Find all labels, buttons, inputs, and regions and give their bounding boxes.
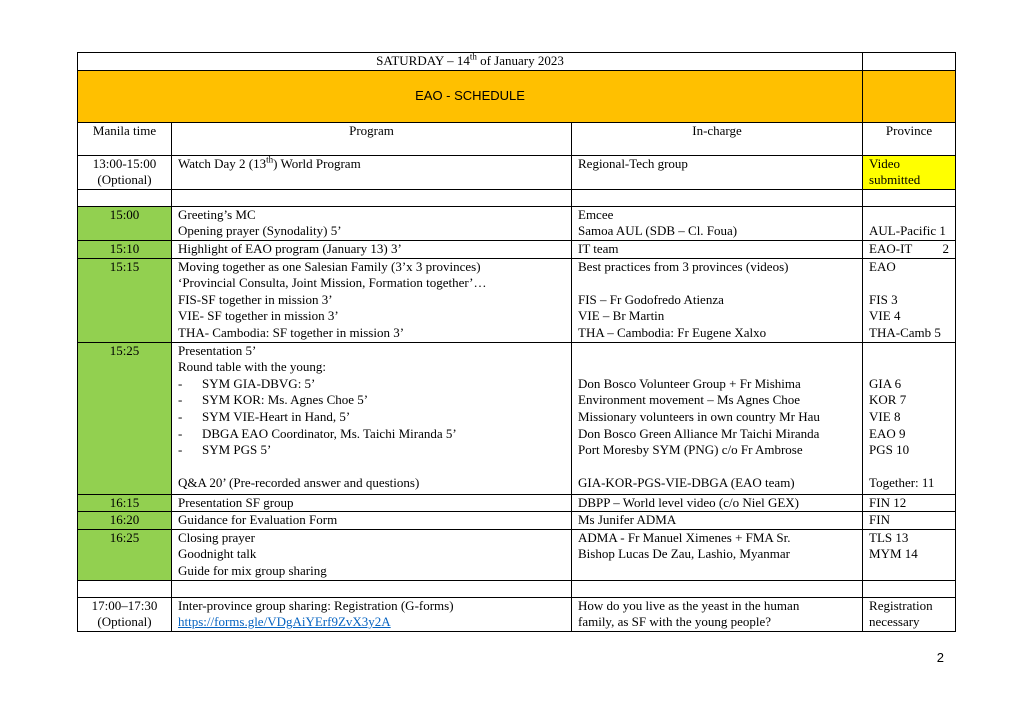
program-line: FIS-SF together in mission 3’	[178, 291, 333, 307]
program-cell	[172, 155, 572, 189]
program-line: Opening prayer (Synodality) 5’	[178, 223, 342, 239]
spacer-cell	[78, 189, 172, 206]
province-line: MYM 14	[869, 546, 918, 562]
spacer-cell	[863, 580, 956, 597]
spacer-cell	[572, 580, 863, 597]
bullet-item: - SYM VIE-Heart in Hand, 5’	[178, 408, 351, 424]
time-cell: 15:25	[78, 342, 172, 494]
header-row	[78, 122, 956, 155]
incharge-cell: Ms Junifer ADMA	[572, 512, 863, 530]
province-cell	[863, 258, 956, 342]
date-cell	[78, 53, 863, 71]
province-cell	[863, 342, 956, 494]
province-line: VIE 4	[869, 308, 901, 324]
bullet-item: - SYM KOR: Ms. Agnes Choe 5’	[178, 392, 369, 408]
province-line: TLS 13	[869, 529, 909, 545]
spacer-cell	[572, 189, 863, 206]
time: 17:00–17:30	[91, 597, 158, 613]
incharge-cell: Regional-Tech group	[572, 155, 863, 189]
incharge-line: FIS – Fr Godofredo Atienza	[578, 291, 724, 307]
program-line: THA- Cambodia: SF together in mission 3’	[178, 324, 405, 340]
program-line: Goodnight talk	[178, 546, 257, 562]
time-cell: 15:00	[78, 206, 172, 240]
col-header-incharge: In-charge	[572, 122, 863, 155]
col-header-province: Province	[863, 122, 956, 155]
time-cell	[78, 155, 172, 189]
date-sup: th	[469, 51, 477, 62]
schedule-table	[77, 52, 956, 632]
bullet-item: - SYM PGS 5’	[178, 442, 272, 458]
time: 13:00-15:00	[92, 155, 157, 171]
program-line: Moving together as one Salesian Family (3’x 3 provinces)	[178, 258, 481, 274]
province-cell	[863, 597, 956, 631]
bullet-text: SYM KOR: Ms. Agnes Choe 5’	[202, 392, 369, 408]
incharge-cell	[572, 529, 863, 580]
program-cell	[172, 529, 572, 580]
incharge-line: Samoa AUL (SDB – Cl. Foua)	[578, 223, 738, 239]
province-right: 2	[942, 240, 950, 256]
program-cell	[172, 258, 572, 342]
program-suffix: ) World Program	[273, 155, 361, 171]
incharge-line: Best practices from 3 provinces (videos)	[578, 258, 789, 274]
program-line: Guide for mix group sharing	[178, 562, 327, 578]
program-cell	[172, 206, 572, 240]
province-line: THA-Camb 5	[869, 324, 941, 340]
program-line: Closing prayer	[178, 529, 255, 545]
province-cell	[863, 240, 956, 258]
row-1300	[78, 155, 956, 189]
time-cell: 16:15	[78, 494, 172, 512]
program-line: Greeting’s MC	[178, 206, 256, 222]
program-line: VIE- SF together in mission 3’	[178, 308, 339, 324]
page-number: 2	[936, 650, 944, 665]
incharge-line: Port Moresby SYM (PNG) c/o Fr Ambrose	[578, 442, 803, 458]
row-1500	[78, 206, 956, 240]
date-row	[78, 53, 956, 71]
incharge-line: VIE – Br Martin	[578, 308, 665, 324]
incharge-line: Missionary volunteers in own country Mr Hau	[578, 408, 820, 424]
registration-link[interactable]: https://forms.gle/VDgAiYErf9ZvX3y2A	[178, 614, 391, 630]
province-left: EAO-IT	[869, 240, 913, 256]
program-cell: Highlight of EAO program (January 13) 3’	[172, 240, 572, 258]
title-empty-cell	[863, 70, 956, 122]
program-line: ‘Provincial Consulta, Joint Mission, Formation together’…	[178, 275, 487, 291]
province-line: KOR 7	[869, 392, 907, 408]
province-line: AUL-Pacific 1	[869, 223, 946, 239]
province-line: Together: 11	[869, 475, 935, 491]
time-cell: 16:20	[78, 512, 172, 530]
spacer-cell	[78, 580, 172, 597]
time-cell: 16:25	[78, 529, 172, 580]
time-note: (Optional)	[97, 614, 152, 630]
col-header-time: Manila time	[78, 122, 172, 155]
bullet-text: SYM GIA-DBVG: 5’	[202, 375, 316, 391]
spacer-row	[78, 580, 956, 597]
program-cell	[172, 597, 572, 631]
program-line: Inter-province group sharing: Registration (G-forms)	[178, 597, 454, 613]
program-line: Round table with the young:	[178, 359, 327, 375]
video-submitted-badge: Video submitted	[863, 156, 955, 189]
bullet-text: DBGA EAO Coordinator, Ms. Taichi Miranda 5’	[202, 425, 457, 441]
date-prefix: SATURDAY – 14	[376, 53, 470, 68]
province-cell	[863, 155, 956, 189]
incharge-line: Environment movement – Ms Agnes Choe	[578, 392, 801, 408]
bullet-item: - DBGA EAO Coordinator, Ms. Taichi Miranda 5’	[178, 425, 457, 441]
bullet-text: SYM VIE-Heart in Hand, 5’	[202, 408, 351, 424]
row-1620	[78, 512, 956, 530]
incharge-cell: DBPP – World level video (c/o Niel GEX)	[572, 494, 863, 512]
incharge-line: Don Bosco Green Alliance Mr Taichi Miranda	[578, 425, 820, 441]
province-line: EAO	[869, 258, 896, 274]
row-1515	[78, 258, 956, 342]
incharge-line: THA – Cambodia: Fr Eugene Xalxo	[578, 324, 767, 340]
title-row	[78, 70, 956, 122]
incharge-line: Don Bosco Volunteer Group + Fr Mishima	[578, 375, 801, 391]
program-cell: Presentation SF group	[172, 494, 572, 512]
province-line: necessary	[869, 614, 920, 630]
time-cell: 15:10	[78, 240, 172, 258]
row-1510	[78, 240, 956, 258]
incharge-line: GIA-KOR-PGS-VIE-DBGA (EAO team)	[578, 475, 795, 491]
province-line: FIS 3	[869, 291, 898, 307]
row-1525	[78, 342, 956, 494]
province-cell	[863, 529, 956, 580]
incharge-line: ADMA - Fr Manuel Ximenes + FMA Sr.	[578, 529, 791, 545]
province-line: PGS 10	[869, 442, 910, 458]
province-cell	[863, 206, 956, 240]
province-line: VIE 8	[869, 408, 901, 424]
spacer-cell	[863, 189, 956, 206]
row-1700	[78, 597, 956, 631]
bullet-text: SYM PGS 5’	[202, 442, 272, 458]
province-cell: FIN	[863, 512, 956, 530]
schedule-title: EAO - SCHEDULE	[78, 70, 863, 122]
incharge-cell	[572, 206, 863, 240]
date-suffix: of January 2023	[476, 53, 564, 68]
incharge-line: Emcee	[578, 206, 614, 222]
row-1615	[78, 494, 956, 512]
province-cell: FIN 12	[863, 494, 956, 512]
incharge-cell	[572, 597, 863, 631]
incharge-cell: IT team	[572, 240, 863, 258]
province-line: Registration	[869, 597, 933, 613]
spacer-row	[78, 189, 956, 206]
bullet-item: - SYM GIA-DBVG: 5’	[178, 375, 316, 391]
spacer-cell	[172, 189, 572, 206]
incharge-line: Bishop Lucas De Zau, Lashio, Myanmar	[578, 546, 790, 562]
program-prefix: Watch Day 2 (13	[178, 155, 267, 171]
col-header-program: Program	[172, 122, 572, 155]
spacer-cell	[172, 580, 572, 597]
date-empty-cell	[863, 53, 956, 71]
incharge-cell	[572, 258, 863, 342]
incharge-cell	[572, 342, 863, 494]
province-line: GIA 6	[869, 375, 902, 391]
row-1625	[78, 529, 956, 580]
program-cell	[172, 342, 572, 494]
incharge-line: family, as SF with the young people?	[578, 614, 772, 630]
program-line: Q&A 20’ (Pre-recorded answer and questions)	[178, 475, 420, 491]
incharge-line: How do you live as the yeast in the human	[578, 597, 800, 613]
time-cell	[78, 597, 172, 631]
province-line: EAO 9	[869, 425, 906, 441]
program-line: Presentation 5’	[178, 342, 257, 358]
program-sup: th	[266, 154, 274, 165]
time-note: (Optional)	[97, 172, 152, 188]
program-cell: Guidance for Evaluation Form	[172, 512, 572, 530]
time-cell: 15:15	[78, 258, 172, 342]
